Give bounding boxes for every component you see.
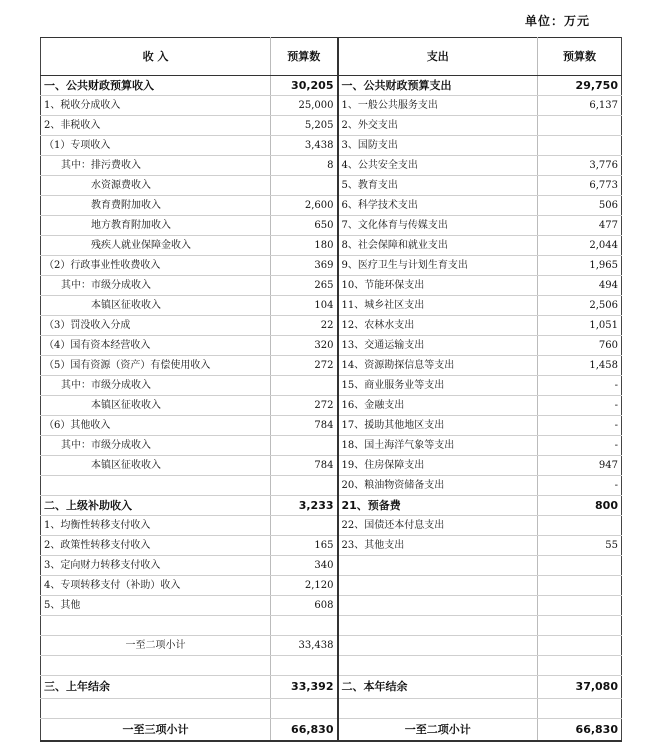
expense-header: 支出 (338, 38, 538, 76)
income-item-label: 2、非税收入 (41, 116, 271, 136)
expense-item-value (538, 576, 622, 596)
expense-item-value: 2,506 (538, 296, 622, 316)
expense-item-label (338, 636, 538, 656)
income-item-value: 5,205 (271, 116, 338, 136)
income-item-label: 其中：排污费收入 (41, 156, 271, 176)
income-item-value (271, 476, 338, 496)
expense-item-label: 9、医疗卫生与计划生育支出 (338, 256, 538, 276)
income-item-label: 地方教育附加收入 (41, 216, 271, 236)
expense-item-label: 23、其他支出 (338, 536, 538, 556)
income-item-label: 二、上级补助收入 (41, 496, 271, 516)
expense-item-value (538, 656, 622, 676)
income-item-label: 一、公共财政预算收入 (41, 76, 271, 96)
expense-item-value: - (538, 436, 622, 456)
income-item-label (41, 476, 271, 496)
expense-item-label: 一、公共财政预算支出 (338, 76, 538, 96)
income-item-value: 608 (271, 596, 338, 616)
budget-table (40, 37, 622, 742)
expense-item-label: 22、国债还本付息支出 (338, 516, 538, 536)
income-item-label: 1、均衡性转移支付收入 (41, 516, 271, 536)
expense-item-label: 5、教育支出 (338, 176, 538, 196)
income-item-label: （3）罚没收入分成 (41, 316, 271, 336)
expense-item-label (338, 576, 538, 596)
expense-item-value: 1,458 (538, 356, 622, 376)
table-row (41, 376, 622, 396)
table-row (41, 576, 622, 596)
table-row (41, 456, 622, 476)
expense-item-label (338, 616, 538, 636)
table-row (41, 416, 622, 436)
expense-item-value: 506 (538, 196, 622, 216)
table-row (41, 316, 622, 336)
expense-item-label: 2、外交支出 (338, 116, 538, 136)
expense-item-label: 16、金融支出 (338, 396, 538, 416)
table-row (41, 136, 622, 156)
expense-budget-header: 预算数 (538, 38, 622, 76)
table-row (41, 636, 622, 656)
expense-item-label: 17、援助其他地区支出 (338, 416, 538, 436)
income-item-value (271, 616, 338, 636)
table-row (41, 396, 622, 416)
income-item-label: （2）行政事业性收费收入 (41, 256, 271, 276)
unit-label: 单位：万元 (525, 14, 591, 28)
table-row (41, 676, 622, 699)
income-item-label: 4、专项转移支付（补助）收入 (41, 576, 271, 596)
income-item-label: 2、政策性转移支付收入 (41, 536, 271, 556)
expense-item-value: 3,776 (538, 156, 622, 176)
table-row (41, 556, 622, 576)
income-item-value: 2,600 (271, 196, 338, 216)
expense-item-label: 二、本年结余 (338, 676, 538, 699)
expense-item-value: 800 (538, 496, 622, 516)
table-row (41, 476, 622, 496)
income-item-value (271, 516, 338, 536)
table-row (41, 436, 622, 456)
expense-item-label: 一至二项小计 (338, 719, 538, 742)
income-item-label: 其中：市级分成收入 (41, 436, 271, 456)
table-row (41, 516, 622, 536)
income-item-label: 教育费附加收入 (41, 196, 271, 216)
income-item-label: （4）国有资本经营收入 (41, 336, 271, 356)
expense-item-label: 15、商业服务业等支出 (338, 376, 538, 396)
expense-item-value (538, 516, 622, 536)
table-row (41, 176, 622, 196)
income-item-label: 其中：市级分成收入 (41, 376, 271, 396)
table-row (41, 616, 622, 636)
table-row (41, 116, 622, 136)
expense-item-value (538, 116, 622, 136)
table-row (41, 216, 622, 236)
table-row (41, 536, 622, 556)
income-item-value: 265 (271, 276, 338, 296)
table-row (41, 336, 622, 356)
income-item-value: 165 (271, 536, 338, 556)
income-item-value (271, 699, 338, 719)
income-item-value: 340 (271, 556, 338, 576)
income-item-value: 784 (271, 416, 338, 436)
income-item-label: 本镇区征收收入 (41, 396, 271, 416)
expense-item-label: 12、农林水支出 (338, 316, 538, 336)
table-row (41, 496, 622, 516)
budget-table-body (41, 38, 622, 742)
income-item-label (41, 699, 271, 719)
expense-item-value: 1,051 (538, 316, 622, 336)
table-row (41, 256, 622, 276)
income-header: 收 入 (41, 38, 271, 76)
income-item-label: 本镇区征收收入 (41, 456, 271, 476)
income-item-value: 33,392 (271, 676, 338, 699)
expense-item-value: 29,750 (538, 76, 622, 96)
income-item-label (41, 616, 271, 636)
income-item-label: 水资源费收入 (41, 176, 271, 196)
income-item-value: 104 (271, 296, 338, 316)
income-item-value: 22 (271, 316, 338, 336)
income-item-value (271, 176, 338, 196)
expense-item-value: 6,137 (538, 96, 622, 116)
table-row (41, 236, 622, 256)
income-item-value: 25,000 (271, 96, 338, 116)
income-item-label: 残疾人就业保障金收入 (41, 236, 271, 256)
expense-item-label (338, 596, 538, 616)
income-item-label: 一至二项小计 (41, 636, 271, 656)
income-item-value: 272 (271, 396, 338, 416)
income-budget-header: 预算数 (271, 38, 338, 76)
table-row (41, 699, 622, 719)
expense-item-label: 6、科学技术支出 (338, 196, 538, 216)
income-item-value: 784 (271, 456, 338, 476)
income-item-value: 320 (271, 336, 338, 356)
expense-item-label: 14、资源勘探信息等支出 (338, 356, 538, 376)
table-row (41, 196, 622, 216)
income-item-label: （6）其他收入 (41, 416, 271, 436)
income-item-value: 8 (271, 156, 338, 176)
expense-item-label (338, 699, 538, 719)
table-row (41, 596, 622, 616)
table-row (41, 96, 622, 116)
income-item-value: 3,438 (271, 136, 338, 156)
expense-item-value: - (538, 376, 622, 396)
income-item-value: 66,830 (271, 719, 338, 742)
expense-item-label: 4、公共安全支出 (338, 156, 538, 176)
table-row (41, 76, 622, 96)
expense-item-value: 947 (538, 456, 622, 476)
expense-item-label: 8、社会保障和就业支出 (338, 236, 538, 256)
expense-item-label (338, 656, 538, 676)
income-item-value: 272 (271, 356, 338, 376)
expense-item-label: 20、粮油物资储备支出 (338, 476, 538, 496)
expense-item-value: 2,044 (538, 236, 622, 256)
income-item-value: 369 (271, 256, 338, 276)
income-item-label: 1、税收分成收入 (41, 96, 271, 116)
table-row (41, 356, 622, 376)
header-row (41, 38, 622, 76)
expense-item-label: 19、住房保障支出 (338, 456, 538, 476)
expense-item-label: 11、城乡社区支出 (338, 296, 538, 316)
expense-item-value (538, 616, 622, 636)
table-row (41, 656, 622, 676)
expense-item-value (538, 556, 622, 576)
expense-item-value: 477 (538, 216, 622, 236)
expense-item-value: - (538, 476, 622, 496)
income-item-label: 3、定向财力转移支付收入 (41, 556, 271, 576)
income-item-label: 5、其他 (41, 596, 271, 616)
expense-item-value (538, 136, 622, 156)
expense-item-value (538, 636, 622, 656)
expense-item-label: 21、预备费 (338, 496, 538, 516)
expense-item-value (538, 699, 622, 719)
expense-item-value: 66,830 (538, 719, 622, 742)
expense-item-value: 37,080 (538, 676, 622, 699)
table-row (41, 719, 622, 742)
income-item-label: 三、上年结余 (41, 676, 271, 699)
income-item-label: （1）专项收入 (41, 136, 271, 156)
income-item-label: （5）国有资源（资产）有偿使用收入 (41, 356, 271, 376)
income-item-value: 33,438 (271, 636, 338, 656)
income-item-label: 一至三项小计 (41, 719, 271, 742)
expense-item-label: 3、国防支出 (338, 136, 538, 156)
expense-item-label: 13、交通运输支出 (338, 336, 538, 356)
table-row (41, 296, 622, 316)
expense-item-label (338, 556, 538, 576)
income-item-label: 本镇区征收收入 (41, 296, 271, 316)
expense-item-value: 1,965 (538, 256, 622, 276)
income-item-value: 180 (271, 236, 338, 256)
expense-item-value (538, 596, 622, 616)
income-item-label (41, 656, 271, 676)
income-item-value (271, 436, 338, 456)
expense-item-label: 10、节能环保支出 (338, 276, 538, 296)
income-item-value: 2,120 (271, 576, 338, 596)
table-row (41, 156, 622, 176)
income-item-label: 其中：市级分成收入 (41, 276, 271, 296)
expense-item-value: 494 (538, 276, 622, 296)
expense-item-label: 18、国土海洋气象等支出 (338, 436, 538, 456)
income-item-value (271, 376, 338, 396)
income-item-value: 30,205 (271, 76, 338, 96)
expense-item-value: 760 (538, 336, 622, 356)
expense-item-value: 55 (538, 536, 622, 556)
income-item-value: 650 (271, 216, 338, 236)
expense-item-value: - (538, 396, 622, 416)
income-item-value: 3,233 (271, 496, 338, 516)
expense-item-value: - (538, 416, 622, 436)
income-item-value (271, 656, 338, 676)
expense-item-label: 1、一般公共服务支出 (338, 96, 538, 116)
expense-item-label: 7、文化体育与传媒支出 (338, 216, 538, 236)
expense-item-value: 6,773 (538, 176, 622, 196)
table-row (41, 276, 622, 296)
